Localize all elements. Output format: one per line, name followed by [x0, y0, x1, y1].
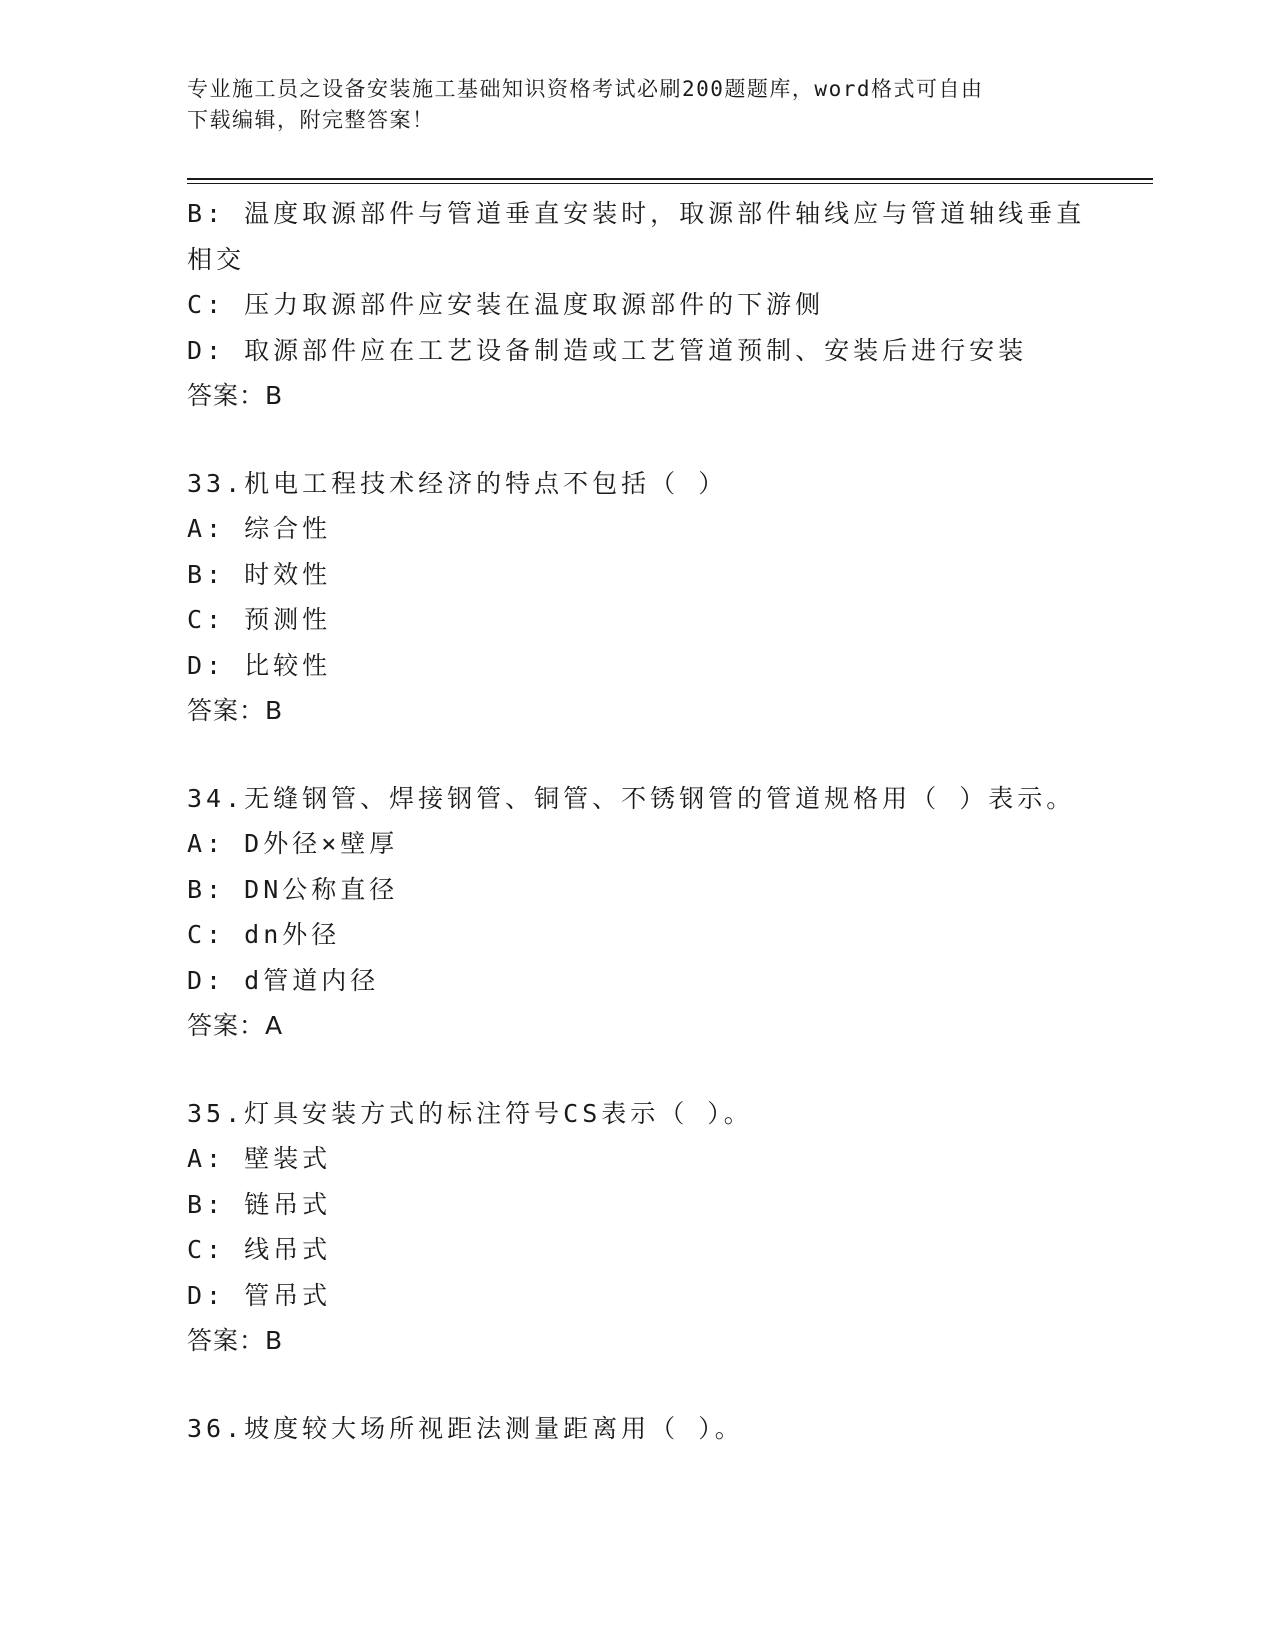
- option-d: D: 取源部件应在工艺设备制造或工艺管道预制、安装后进行安装: [187, 335, 1028, 365]
- answer-label: 答案：B: [187, 1326, 284, 1355]
- answer-label: 答案：B: [187, 381, 284, 410]
- question-block-33: [187, 461, 1087, 734]
- option-b: B: 温度取源部件与管道垂直安装时，取源部件轴线应与管道轴线垂直: [187, 199, 1086, 228]
- header-divider-thick: [187, 178, 1153, 180]
- question-stem: 33.机电工程技术经济的特点不包括（ ）: [187, 468, 728, 498]
- option-a: A: 综合性: [187, 514, 332, 543]
- question-block-35: [187, 1091, 1087, 1364]
- answer-label: 答案：B: [187, 696, 284, 725]
- option-a: A: 壁装式: [187, 1144, 332, 1173]
- option-b: B: 链吊式: [187, 1189, 332, 1219]
- question-stem: 34.无缝钢管、焊接钢管、铜管、不锈钢管的管道规格用（ ）表示。: [187, 783, 1076, 813]
- header-line-2: 下载编辑，附完整答案！: [187, 108, 435, 132]
- option-c: C: 线吊式: [187, 1235, 332, 1264]
- option-c: C: dn外径: [187, 920, 341, 949]
- option-d: D: d管道内径: [187, 965, 380, 995]
- option-d: D: 比较性: [187, 650, 332, 680]
- question-block-36: [187, 1406, 1087, 1452]
- answer-label: 答案：A: [187, 1011, 284, 1040]
- header-divider-thin: [187, 183, 1153, 184]
- option-b: B: 时效性: [187, 559, 332, 589]
- question-stem: 36.坡度较大场所视距法测量距离用（ ）。: [187, 1413, 744, 1443]
- option-a: A: D外径×壁厚: [187, 829, 399, 858]
- question-stem: 35.灯具安装方式的标注符号CS表示（ ）。: [187, 1098, 753, 1128]
- option-c: C: 预测性: [187, 605, 332, 634]
- option-b: B: DN公称直径: [187, 874, 399, 904]
- question-block-34: [187, 776, 1087, 1049]
- option-c: C: 压力取源部件应安装在温度取源部件的下游侧: [187, 290, 825, 319]
- question-list: [187, 191, 1087, 1451]
- option-d: D: 管吊式: [187, 1280, 332, 1310]
- question-block-32: [187, 191, 1087, 419]
- header-line-1: 专业施工员之设备安装施工基础知识资格考试必刷200题题库，word格式可自由: [187, 77, 984, 101]
- option-b-continued: 相交: [187, 244, 246, 274]
- document-header: [187, 74, 1077, 136]
